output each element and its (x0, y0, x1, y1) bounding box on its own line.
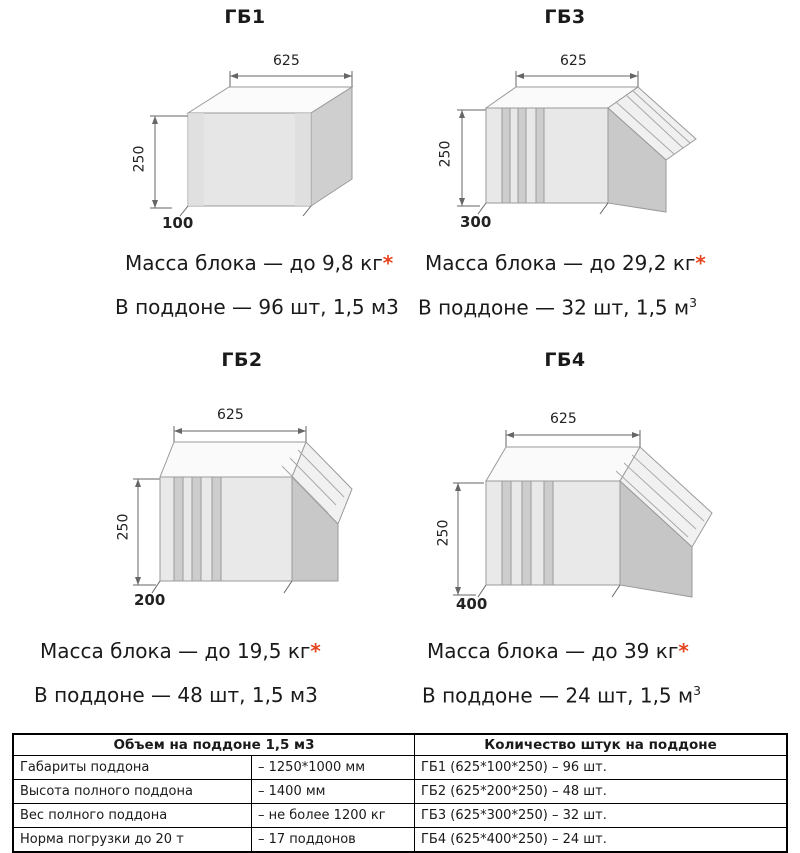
dim-length-gb4: 625 (550, 411, 577, 427)
dim-height-gb4: 250 (435, 519, 452, 547)
dim-height-gb1: 250 (131, 145, 148, 173)
count-gb2: ГБ2 (625*200*250) – 48 шт. (415, 780, 788, 804)
pallet-dimensions-label: Габариты поддона (13, 756, 252, 780)
count-gb4: ГБ4 (625*400*250) – 24 шт. (415, 828, 788, 853)
dim-width-gb3: 300 (460, 213, 492, 231)
asterisk-gb4: * (678, 639, 689, 663)
pallet-weight-label: Вес полного поддона (13, 804, 252, 828)
load-norm-value: – 17 поддонов (252, 828, 415, 853)
dim-length-gb2: 625 (217, 407, 244, 423)
dim-height-gb2: 250 (115, 513, 132, 541)
table-header-row (13, 734, 787, 756)
block-figure-gb3 (437, 38, 740, 238)
pallet-caption-gb2 (34, 683, 318, 707)
table-row (13, 804, 787, 828)
dim-height-gb3: 250 (437, 140, 454, 168)
pallet-sup-gb4: 3 (693, 683, 701, 698)
dim-length-gb3: 625 (560, 53, 587, 69)
table-header-left: Объем на поддоне 1,5 м3 (13, 734, 415, 756)
pallet-caption-gb4 (422, 683, 701, 708)
block-figure-gb1 (130, 38, 400, 238)
pallet-text-gb2: В поддоне — 48 шт, 1,5 м3 (34, 683, 318, 707)
mass-caption-gb3 (425, 251, 706, 275)
count-gb1: ГБ1 (625*100*250) – 96 шт. (415, 756, 788, 780)
block-title-gb3: ГБ3 (544, 6, 586, 28)
block-drawing-gb1 (130, 38, 400, 238)
mass-caption-gb1 (125, 251, 393, 275)
block-title-gb2: ГБ2 (221, 349, 263, 371)
block-panel-gb2 (34, 349, 422, 707)
pallet-text-gb1: В поддоне — 96 шт, 1,5 м3 (115, 295, 399, 319)
table-header-right: Количество штук на поддоне (415, 734, 788, 756)
table-row (13, 780, 787, 804)
asterisk-gb3: * (695, 251, 706, 275)
dim-length-gb1: 625 (273, 53, 300, 69)
block-drawing-gb4 (430, 385, 760, 615)
count-gb3: ГБ3 (625*300*250) – 32 шт. (415, 804, 788, 828)
load-norm-label: Норма погрузки до 20 т (13, 828, 252, 853)
table-row (13, 828, 787, 853)
pallet-text-gb4: В поддоне — 24 шт, 1,5 м (422, 683, 694, 708)
dim-width-gb1: 100 (162, 214, 194, 232)
pallet-text-gb3: В поддоне — 32 шт, 1,5 м (418, 295, 690, 320)
block-title-gb1: ГБ1 (224, 6, 266, 28)
spec-table (12, 733, 788, 853)
table-row (13, 756, 787, 780)
block-figure-gb4 (430, 385, 760, 615)
block-figure-gb2 (112, 385, 422, 615)
block-drawing-gb3 (440, 38, 740, 238)
block-title-gb4: ГБ4 (544, 349, 586, 371)
pallet-dimensions-value: – 1250*1000 мм (252, 756, 415, 780)
mass-text-gb4: Масса блока — до 39 кг (427, 639, 679, 663)
asterisk-gb2: * (310, 639, 321, 663)
mass-caption-gb4 (427, 639, 689, 663)
pallet-height-label: Высота полного поддона (13, 780, 252, 804)
block-panel-gb1 (115, 6, 400, 319)
mass-text-gb2: Масса блока — до 19,5 кг (40, 639, 311, 663)
block-drawing-gb2 (112, 385, 422, 615)
pallet-sup-gb3: 3 (689, 295, 697, 310)
pallet-caption-gb3 (418, 295, 697, 320)
asterisk-gb1: * (382, 251, 394, 275)
mass-text-gb3: Масса блока — до 29,2 кг (425, 251, 696, 275)
pallet-caption-gb1 (115, 295, 399, 319)
block-panel-gb3 (418, 6, 740, 320)
mass-text-gb1: Масса блока — до 9,8 кг (125, 251, 383, 275)
pallet-height-value: – 1400 мм (252, 780, 415, 804)
mass-caption-gb2 (40, 639, 321, 663)
dim-width-gb4: 400 (456, 595, 488, 613)
pallet-weight-value: – не более 1200 кг (252, 804, 415, 828)
dim-width-gb2: 200 (134, 591, 166, 609)
block-panel-gb4 (422, 349, 760, 708)
